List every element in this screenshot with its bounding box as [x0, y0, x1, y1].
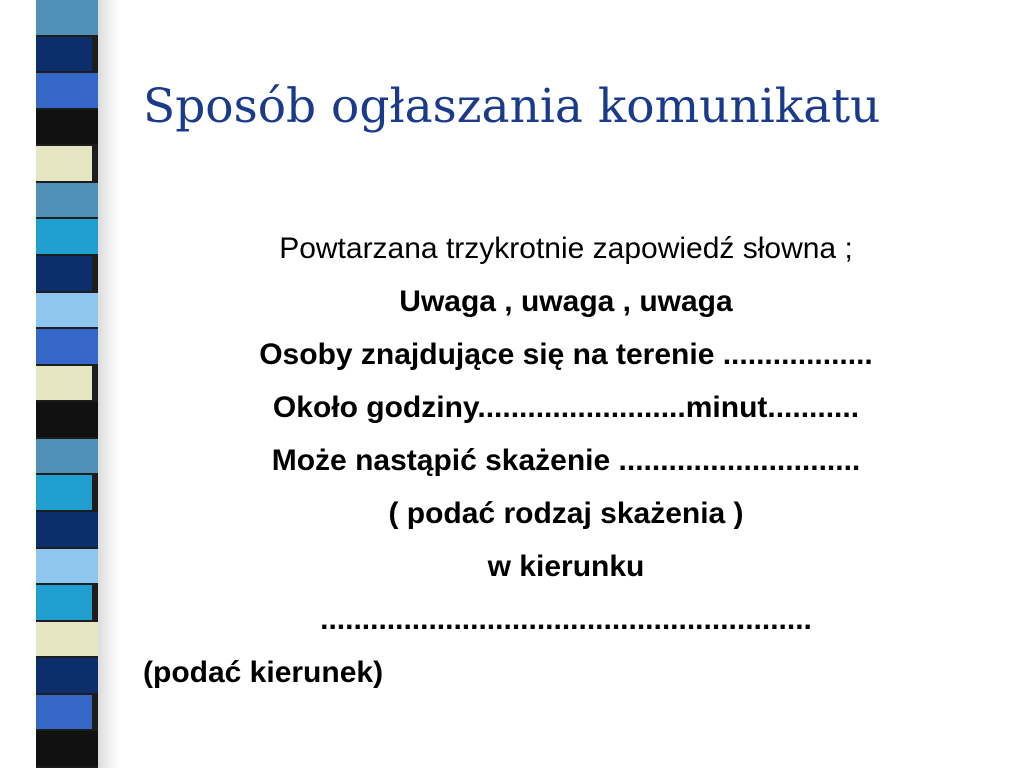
decorative-block [36, 183, 98, 218]
decorative-block [36, 293, 98, 328]
slide-body [135, 222, 997, 699]
decorative-block [36, 219, 98, 254]
decorative-block [36, 731, 98, 766]
decorative-block [36, 622, 98, 657]
decorative-block [36, 402, 98, 437]
announcement-line: ( podać rodzaj skażenia ) [388, 497, 744, 530]
decorative-block [36, 549, 98, 584]
announcement-line: Uwaga , uwaga , uwaga [399, 285, 733, 318]
announcement-line: Około godziny.........................minut........... [272, 391, 860, 424]
decorative-block [36, 73, 98, 108]
announcement-line: (podać kierunek) [143, 656, 384, 689]
decorative-block [36, 0, 98, 35]
decorative-block [36, 658, 98, 693]
decorative-block [36, 366, 92, 401]
decorative-block [36, 585, 92, 620]
announcement-line: Osoby znajdujące się na terenie .................. [259, 338, 873, 371]
decorative-block [36, 37, 92, 72]
slide-title: Sposób ogłaszania komunikatu [143, 79, 881, 134]
decorative-block [36, 475, 92, 510]
decorative-strip [36, 0, 98, 768]
decorative-block [36, 146, 92, 181]
decorative-block [36, 329, 98, 364]
announcement-line: w kierunku [487, 550, 645, 583]
decorative-block [36, 439, 98, 474]
announcement-line: Powtarzana trzykrotnie zapowiedź słowna ; [279, 232, 853, 265]
decorative-block [36, 695, 92, 730]
decorative-block [36, 256, 92, 291]
decorative-block [36, 110, 98, 145]
decorative-block [36, 512, 98, 547]
announcement-line: Może nastąpić skażenie ............................. [271, 444, 861, 477]
announcement-line: ........................................................... [320, 603, 812, 636]
